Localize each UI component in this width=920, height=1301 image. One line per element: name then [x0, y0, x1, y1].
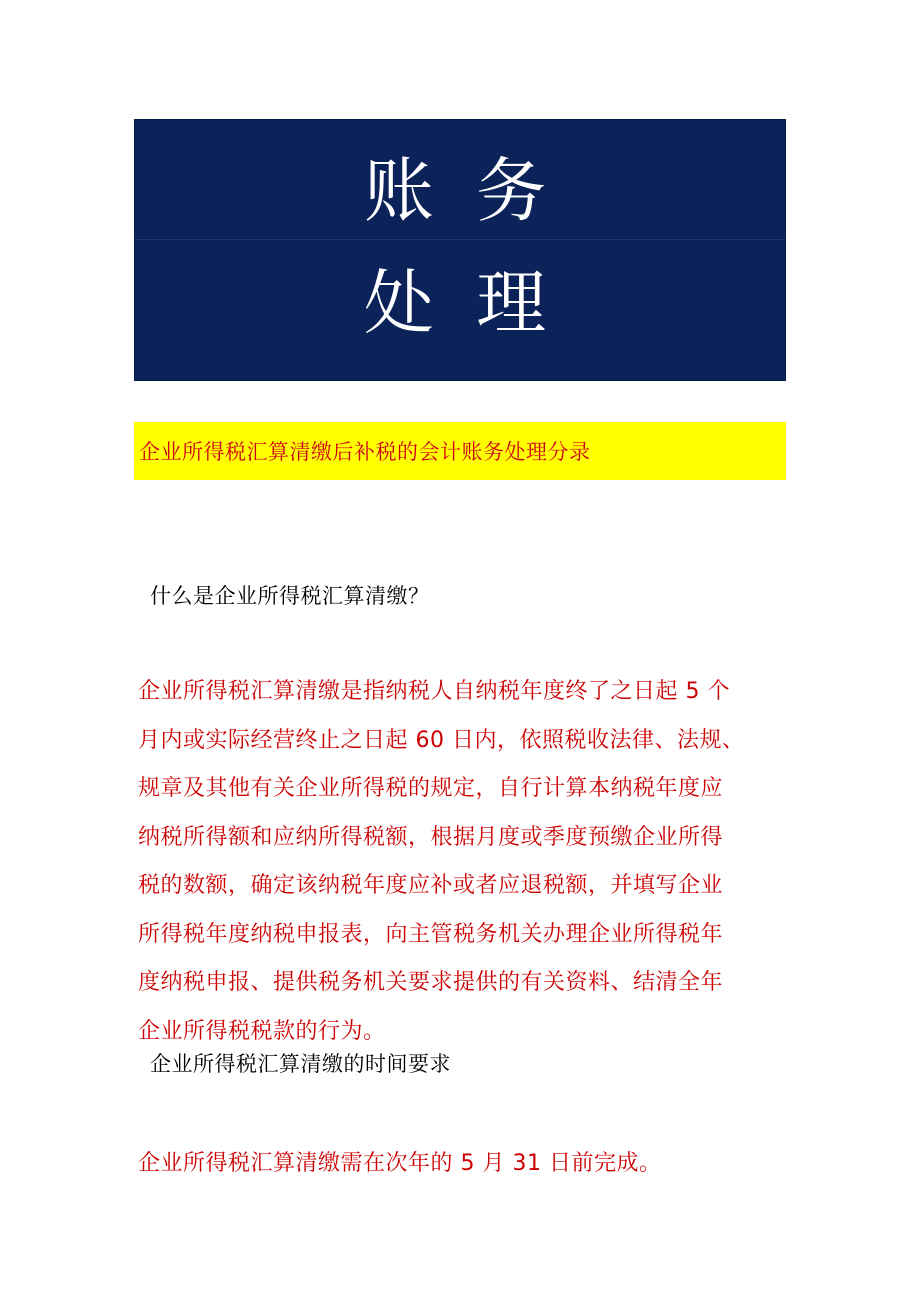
- paragraph-line: 月内或实际经营终止之日起 60 日内，依照税收法律、法规、: [138, 727, 745, 753]
- definition-paragraph: [138, 668, 798, 1056]
- paragraph-line: 所得税年度纳税申报表，向主管税务机关办理企业所得税年: [138, 921, 724, 947]
- section-heading-definition: 什么是企业所得税汇算清缴？: [150, 584, 430, 608]
- paragraph-line: 纳税所得额和应纳所得税额，根据月度或季度预缴企业所得: [138, 824, 724, 850]
- paragraph-line: 税的数额，确定该纳税年度应补或者应退税额，并填写企业: [138, 873, 724, 898]
- banner-title-line-1: 账 务: [363, 150, 557, 232]
- banner-title-line-2: 处 理: [363, 262, 557, 344]
- banner-divider: [135, 239, 785, 240]
- section-heading-deadline: 企业所得税汇算清缴的时间要求: [150, 1052, 451, 1076]
- paragraph-line: 企业所得税汇算清缴需在次年的 5 月 31 日前完成。: [138, 1151, 662, 1176]
- paragraph-line: 规章及其他有关企业所得税的规定，自行计算本纳税年度应: [138, 776, 724, 801]
- subtitle-text: 企业所得税汇算清缴后补税的会计账务处理分录: [139, 440, 591, 464]
- title-banner: [134, 119, 786, 381]
- deadline-paragraph: [138, 1140, 798, 1189]
- paragraph-line: 企业所得税税款的行为。: [138, 1018, 386, 1044]
- subtitle-bar: [134, 422, 786, 480]
- paragraph-line: 企业所得税汇算清缴是指纳税人自纳税年度终了之日起 5 个: [138, 679, 730, 704]
- paragraph-line: 度纳税申报、提供税务机关要求提供的有关资料、结清全年: [138, 970, 724, 995]
